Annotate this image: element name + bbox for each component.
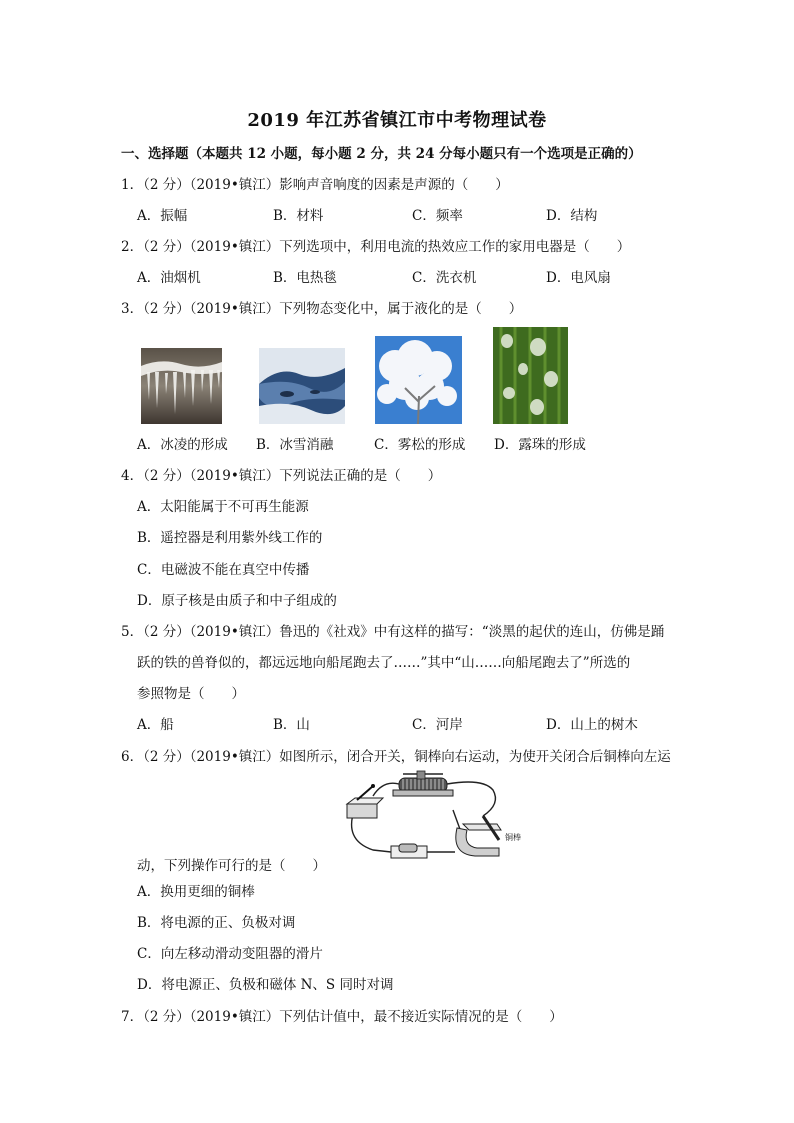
- question-2-stem: 2．（2 分）（2019•镇江）下列选项中，利用电流的热效应工作的家用电器是（ ）: [121, 239, 631, 255]
- q3-option-c: C．雾松的形成: [374, 437, 466, 453]
- question-5-line-2: 跃的铁的兽脊似的，都远远地向船尾跑去了……”其中“山……向船尾跑去了”所选的: [137, 655, 631, 671]
- q1-option-c: C．频率: [412, 208, 463, 224]
- question-5-line-1: 5．（2 分）（2019•镇江）鲁迅的《社戏》中有这样的描写：“淡黑的起伏的连山，仿佛是踊: [121, 624, 665, 640]
- q1-option-b: B．材料: [273, 208, 324, 224]
- question-3-stem: 3．（2 分）（2019•镇江）下列物态变化中，属于液化的是（ ）: [121, 301, 523, 317]
- q6-option-c: C．向左移动滑动变阻器的滑片: [137, 946, 323, 962]
- q4-option-c: C．电磁波不能在真空中传播: [137, 562, 310, 578]
- q4-option-a: A．太阳能属于不可再生能源: [137, 499, 309, 515]
- question-1-stem: 1．（2 分）（2019•镇江）影响声音响度的因素是声源的（ ）: [121, 177, 509, 193]
- q5-option-c: C．河岸: [412, 717, 463, 733]
- q6-option-d: D．将电源正、负极和磁体 N、S 同时对调: [137, 977, 394, 993]
- q1-option-d: D．结构: [546, 208, 598, 224]
- q3-option-b: B．冰雪消融: [256, 437, 334, 453]
- q5-option-a: A．船: [137, 717, 174, 733]
- q2-option-b: B．电热毯: [273, 270, 337, 286]
- q3-option-d: D．露珠的形成: [494, 437, 586, 453]
- q6-option-b: B．将电源的正、负极对调: [137, 915, 296, 931]
- question-5-line-3: 参照物是（ ）: [137, 686, 245, 702]
- question-4-stem: 4．（2 分）（2019•镇江）下列说法正确的是（ ）: [121, 468, 442, 484]
- section-heading: 一、选择题（本题共 12 小题，每小题 2 分，共 24 分每小题只有一个选项是正确的）: [121, 146, 642, 162]
- dew-drops-photo: [493, 327, 568, 424]
- question-6-line-2: 动，下列操作可行的是（ ）: [137, 858, 326, 874]
- question-6-line-1: 6．（2 分）（2019•镇江）如图所示，闭合开关，铜棒向右运动，为使开关闭合后铜棒向左运: [121, 749, 671, 765]
- q2-option-c: C．洗衣机: [412, 270, 477, 286]
- circuit-diagram: [333, 770, 533, 862]
- q2-option-d: D．电风扇: [546, 270, 611, 286]
- icicle-photo: [141, 348, 222, 424]
- copper-rod-label: 铜棒: [505, 833, 521, 842]
- q2-option-a: A．油烟机: [137, 270, 201, 286]
- question-7-stem: 7．（2 分）（2019•镇江）下列估计值中，最不接近实际情况的是（ ）: [121, 1009, 563, 1025]
- page-title: 2019 年江苏省镇江市中考物理试卷: [247, 110, 547, 131]
- q4-option-b: B．遥控器是利用紫外线工作的: [137, 530, 323, 546]
- rime-tree-photo: [375, 336, 462, 424]
- q5-option-d: D．山上的树木: [546, 717, 638, 733]
- q1-option-a: A．振幅: [137, 208, 188, 224]
- q5-option-b: B．山: [273, 717, 310, 733]
- melting-snow-photo: [259, 348, 345, 424]
- q4-option-d: D．原子核是由质子和中子组成的: [137, 593, 337, 609]
- q3-option-a: A．冰凌的形成: [137, 437, 228, 453]
- q6-option-a: A．换用更细的铜棒: [137, 884, 255, 900]
